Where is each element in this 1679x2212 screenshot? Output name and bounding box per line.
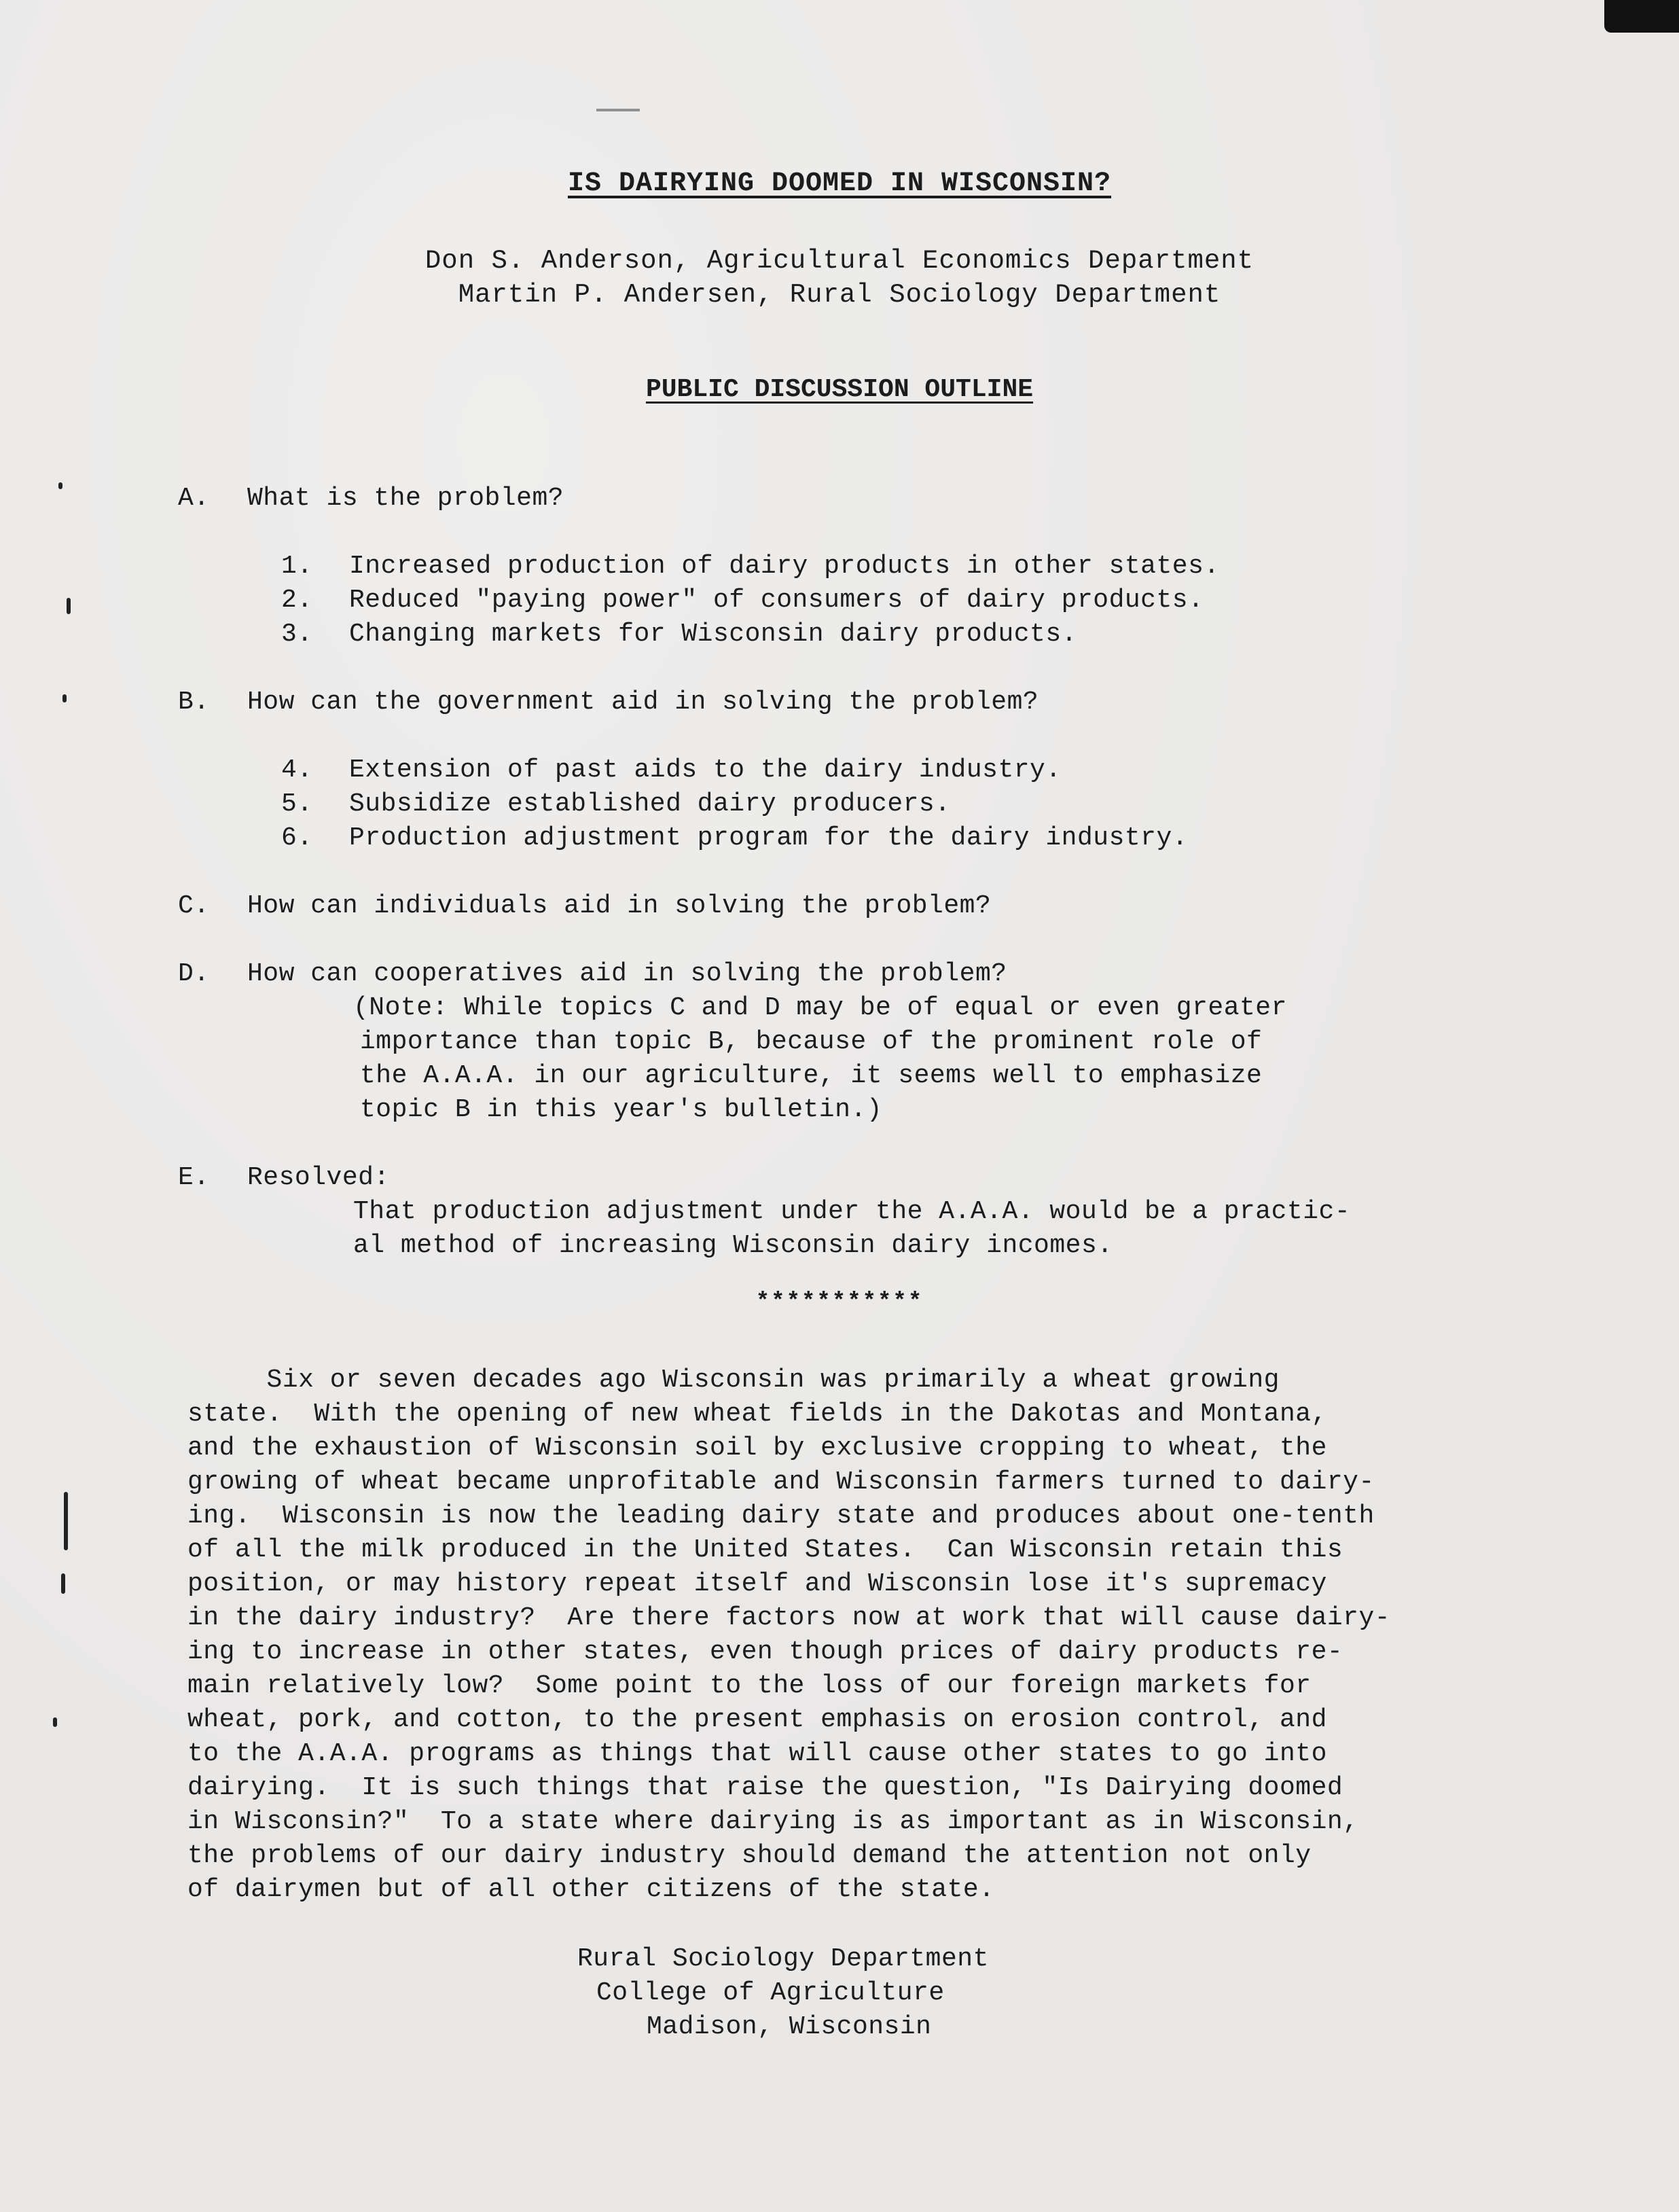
- section-a-letter: A.: [178, 484, 210, 513]
- document-title: IS DAIRYING DOOMED IN WISCONSIN?: [567, 168, 1112, 199]
- section-d-letter: D.: [178, 959, 210, 988]
- margin-mark: [58, 482, 62, 489]
- paragraph-line: wheat, pork, and cotton, to the present emphasis on erosion control, and: [187, 1705, 1327, 1734]
- item-number: 6.: [281, 823, 313, 853]
- margin-mark: [62, 694, 67, 702]
- paragraph-line: dairying. It is such things that raise the question, "Is Dairying doomed: [187, 1773, 1343, 1802]
- section-b-letter: B.: [178, 688, 210, 717]
- resolution-line: That production adjustment under the A.A.A. would be a practic-: [353, 1197, 1351, 1226]
- margin-mark: [53, 1717, 57, 1727]
- paragraph-line: state. With the opening of new wheat fields in the Dakotas and Montana,: [187, 1399, 1327, 1429]
- paragraph-line: position, or may history repeat itself and Wisconsin lose it's supremacy: [187, 1569, 1327, 1599]
- paragraph-line: of all the milk produced in the United States. Can Wisconsin retain this: [187, 1535, 1343, 1565]
- item-number: 4.: [281, 755, 313, 785]
- item-text: Extension of past aids to the dairy industry.: [349, 755, 1062, 785]
- paragraph-line: Six or seven decades ago Wisconsin was primarily a wheat growing: [187, 1366, 1280, 1395]
- resolution-line: al method of increasing Wisconsin dairy incomes.: [353, 1231, 1113, 1260]
- section-c-letter: C.: [178, 891, 210, 921]
- scan-corner-mark: [1604, 0, 1679, 33]
- section-e-letter: E.: [178, 1163, 210, 1192]
- section-e-question: Resolved:: [247, 1163, 390, 1192]
- margin-mark: [67, 598, 71, 614]
- section-a-question: What is the problem?: [247, 484, 564, 513]
- item-text: Increased production of dairy products in other states.: [349, 552, 1220, 581]
- section-divider: ***********: [755, 1289, 924, 1315]
- note-line: importance than topic B, because of the prominent role of: [360, 1027, 1263, 1056]
- margin-mark: [64, 1492, 68, 1550]
- author-line-1: Don S. Anderson, Agricultural Economics Department: [425, 246, 1254, 276]
- paragraph-line: growing of wheat became unprofitable and Wisconsin farmers turned to dairy-: [187, 1467, 1375, 1497]
- paragraph-line: main relatively low? Some point to the loss of our foreign markets for: [187, 1671, 1312, 1700]
- margin-mark: [61, 1573, 65, 1594]
- item-text: Changing markets for Wisconsin dairy products.: [349, 620, 1077, 649]
- section-d-question: How can cooperatives aid in solving the problem?: [247, 959, 1007, 988]
- item-text: Reduced "paying power" of consumers of dairy products.: [349, 586, 1204, 615]
- paragraph-line: and the exhaustion of Wisconsin soil by exclusive cropping to wheat, the: [187, 1433, 1327, 1463]
- section-c-question: How can individuals aid in solving the problem?: [247, 891, 992, 921]
- note-line: topic B in this year's bulletin.): [360, 1095, 883, 1124]
- outline-heading: PUBLIC DISCUSSION OUTLINE: [645, 375, 1034, 404]
- paragraph-line: in the dairy industry? Are there factors now at work that will cause dairy-: [187, 1603, 1391, 1633]
- paragraph-line: of dairymen but of all other citizens of the state.: [187, 1875, 995, 1904]
- section-b-question: How can the government aid in solving the problem?: [247, 688, 1039, 717]
- item-number: 3.: [281, 620, 313, 649]
- item-text: Production adjustment program for the dairy industry.: [349, 823, 1189, 853]
- note-line: the A.A.A. in our agriculture, it seems well to emphasize: [360, 1061, 1263, 1090]
- signature-college: College of Agriculture: [596, 1978, 945, 2008]
- item-text: Subsidize established dairy producers.: [349, 789, 951, 819]
- scan-tick-mark: [596, 109, 640, 111]
- item-number: 5.: [281, 789, 313, 819]
- paragraph-line: ing to increase in other states, even though prices of dairy products re-: [187, 1637, 1343, 1666]
- paragraph-line: to the A.A.A. programs as things that will cause other states to go into: [187, 1739, 1327, 1768]
- author-line-2: Martin P. Andersen, Rural Sociology Department: [458, 280, 1221, 310]
- paragraph-line: the problems of our dairy industry should demand the attention not only: [187, 1841, 1312, 1870]
- item-number: 2.: [281, 586, 313, 615]
- signature-location: Madison, Wisconsin: [647, 2012, 932, 2041]
- note-line: (Note: While topics C and D may be of equal or even greater: [353, 993, 1287, 1022]
- item-number: 1.: [281, 552, 313, 581]
- paragraph-line: in Wisconsin?" To a state where dairying is as important as in Wisconsin,: [187, 1807, 1359, 1836]
- signature-department: Rural Sociology Department: [577, 1944, 989, 1974]
- paragraph-line: ing. Wisconsin is now the leading dairy state and produces about one-tenth: [187, 1501, 1375, 1531]
